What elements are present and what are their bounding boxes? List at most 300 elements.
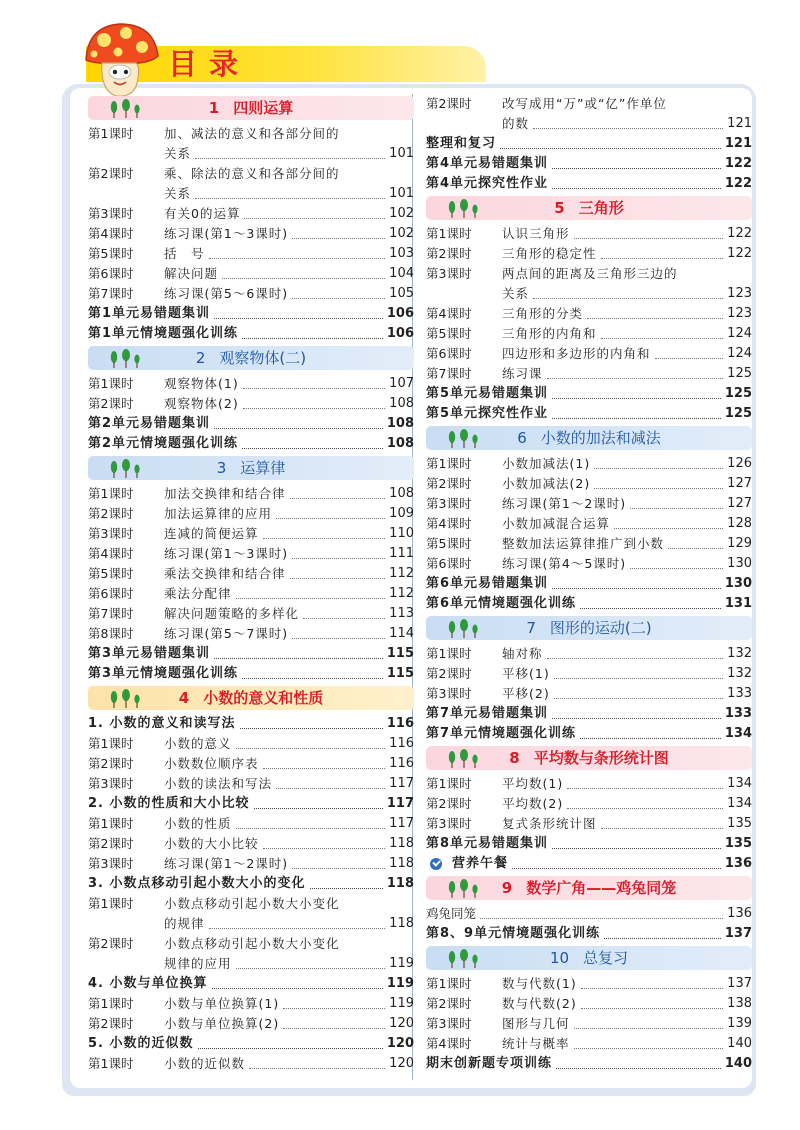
entry-body [426,134,752,154]
page-number: 134 [724,726,752,741]
unit-title: 图形的运动(二) [549,619,652,637]
lesson-label: 第2课时 [426,796,472,811]
page-number: 102 [389,206,414,221]
leader-dots [601,828,724,829]
entry-body [164,504,414,524]
entry-title: 小数数位顺序表 [164,756,259,771]
entry-body [164,774,414,794]
leader-dots [594,488,723,489]
page-number: 124 [727,346,752,361]
page-number: 131 [724,596,752,611]
entry-body [88,324,414,344]
entry-title: 乘法分配律 [164,586,232,601]
toc-entry [88,224,414,244]
toc-entry [88,544,414,564]
entry-body [164,1054,414,1074]
page-number: 136 [724,856,752,871]
leader-dots [533,298,723,299]
page-number: 121 [727,116,752,131]
entry-title: 数与代数(2) [502,996,577,1011]
page-number: 122 [724,156,752,171]
entry-title: 小数与单位换算(2) [164,1016,280,1031]
leader-dots [310,888,383,889]
page-number: 135 [727,816,752,831]
entry-title: 数与代数(1) [502,976,577,991]
toc-entry [88,124,414,164]
page-number: 125 [724,386,752,401]
page-number: 110 [389,526,414,541]
entry-title: 解决问题 [164,266,219,281]
unit-title: 总复习 [583,949,629,967]
entry-title-cont: 关系 [164,186,192,201]
leader-dots [552,418,721,419]
lesson-label: 第3课时 [426,686,472,701]
leader-dots [214,318,383,319]
entry-title: 练习课(第5～7课时) [164,626,289,641]
page-number: 111 [389,546,414,561]
entry-title: 平移(1) [502,666,550,681]
entry-body [88,664,414,684]
leader-dots [554,678,723,679]
page-number: 115 [386,666,414,681]
unit-title: 观察物体(二) [219,349,307,367]
lesson-label: 第3课时 [88,856,134,871]
leader-dots [263,538,386,539]
entry-title: 小数的大小比较 [164,836,259,851]
entry-title: 统计与概率 [502,1036,570,1051]
toc-entry [88,814,414,834]
page-number: 128 [727,516,752,531]
lesson-label: 第3课时 [88,206,134,221]
entry-title: 复式条形统计图 [502,816,597,831]
page-number: 105 [389,286,414,301]
entry-body [502,474,752,494]
entry-title: 4. 小数与单位换算 [88,976,208,991]
toc-entry [88,604,414,624]
page-number: 116 [389,736,414,751]
entry-body [164,284,414,304]
entry-title: 整理和复习 [426,136,497,151]
lesson-label: 第2课时 [88,1016,134,1031]
entry-title: 小数加减法(2) [502,476,591,491]
unit-number: 10 [549,949,570,967]
toc-entry [426,554,752,574]
leader-dots [292,638,385,639]
page-number: 102 [389,226,414,241]
entry-title: 观察物体(1) [164,376,239,391]
toc-entry [426,994,752,1014]
two-line-title [502,264,752,304]
toc-entry [88,774,414,794]
lesson-label: 第3课时 [426,816,472,831]
lesson-label: 第1课时 [88,896,134,911]
entry-title-line2 [164,954,414,974]
page-number: 120 [386,1036,414,1051]
lesson-label: 第6课时 [426,346,472,361]
leader-dots [236,598,386,599]
leader-dots [240,728,383,729]
toc-entry [426,364,752,384]
entry-title: 小数的性质 [164,816,232,831]
entry-body [502,974,752,994]
page-number: 119 [389,996,414,1011]
toc-entry [426,574,752,594]
lesson-label: 第2课时 [88,836,134,851]
entry-body [164,244,414,264]
page-number: 118 [389,916,414,931]
entry-body [164,544,414,564]
entry-body [426,724,752,744]
entry-body [502,794,752,814]
entry-title-cont: 规律的应用 [164,956,232,971]
entry-title: 第5单元探究性作业 [426,406,549,421]
page-number: 137 [727,976,752,991]
entry-title: 第7单元情境题强化训练 [426,726,577,741]
leader-dots [552,188,721,189]
entry-body [164,374,414,394]
entry-body [502,324,752,344]
entry-title: 5. 小数的近似数 [88,1036,194,1051]
toc-entry [88,504,414,524]
page-number: 119 [389,956,414,971]
lesson-label: 第3课时 [426,266,472,281]
entry-body [164,854,414,874]
toc-entry [426,904,752,924]
leader-dots [500,148,721,149]
leader-dots [195,198,385,199]
unit-header [426,746,752,770]
entry-body [426,594,752,614]
trees-icon [106,99,146,119]
entry-body [426,854,752,874]
leader-dots [290,498,386,499]
page-number: 123 [727,306,752,321]
entry-title: 四边形和多边形的内角和 [502,346,651,361]
entry-title: 三角形的内角和 [502,326,597,341]
toc-entry [426,224,752,244]
page-number: 130 [727,556,752,571]
two-line-title [164,894,414,934]
unit-header [426,876,752,900]
lesson-label: 第2课时 [426,476,472,491]
toc-entry [426,154,752,174]
leader-dots [283,1028,385,1029]
unit-number: 5 [554,199,565,217]
toc-entry [88,1054,414,1074]
entry-title: 有关0的运算 [164,206,241,221]
toc-entry [426,1014,752,1034]
lesson-label: 第7课时 [426,366,472,381]
entry-body [502,994,752,1014]
trees-icon [106,349,146,369]
leader-dots [242,338,383,339]
leader-dots [283,1008,385,1009]
page-number: 126 [727,456,752,471]
toc-entry [88,524,414,544]
entry-title: 鸡兔同笼 [426,906,477,921]
entry-title: 图形与几何 [502,1016,570,1031]
entry-title: 第4单元探究性作业 [426,176,549,191]
toc-entry [426,244,752,264]
entry-title-line2 [164,144,414,164]
two-line-title [164,124,414,164]
entry-body [88,874,414,894]
leader-dots [567,788,723,789]
unit-title: 四则运算 [233,99,294,117]
page-number: 134 [727,776,752,791]
entry-body [502,814,752,834]
lesson-label: 第7课时 [88,286,134,301]
page-number: 117 [389,776,414,791]
entry-title: 认识三角形 [502,226,570,241]
page-number: 136 [727,906,752,921]
mushroom-mascot-icon [80,20,162,100]
lesson-label: 第2课时 [88,506,134,521]
toc-entry [426,514,752,534]
entry-title: 小数加减混合运算 [502,516,611,531]
lesson-label: 第1课时 [88,736,134,751]
entry-title: 练习课(第5～6课时) [164,286,289,301]
entry-title-line2 [164,184,414,204]
entry-title: 期末创新题专项训练 [426,1056,553,1071]
entry-title: 练习课 [502,366,543,381]
lesson-label: 第5课时 [426,536,472,551]
entry-title: 第1单元易错题集训 [88,306,211,321]
entry-title: 2. 小数的性质和大小比较 [88,796,250,811]
entry-title: 练习课(第1～3课时) [164,226,289,241]
entry-body [502,364,752,384]
toc-entry [88,374,414,394]
page-number: 125 [724,406,752,421]
entry-body [164,814,414,834]
leader-dots [580,738,721,739]
leader-dots [242,448,383,449]
entry-body [502,244,752,264]
unit-header [426,196,752,220]
entry-title: 三角形的稳定性 [502,246,597,261]
leader-dots [236,748,386,749]
page-number: 107 [389,376,414,391]
toc-entry [88,304,414,324]
toc-entry [88,894,414,934]
entry-body [426,404,752,424]
page-number: 134 [727,796,752,811]
leader-dots [292,868,385,869]
toc-entry [88,264,414,284]
entry-body [164,834,414,854]
page-number: 120 [389,1056,414,1071]
page-number: 122 [727,226,752,241]
entry-body [164,604,414,624]
page-number: 108 [389,486,414,501]
entry-title: 第6单元易错题集训 [426,576,549,591]
toc-entry [88,754,414,774]
page-number: 140 [724,1056,752,1071]
trees-icon [106,689,146,709]
lesson-label: 第2课时 [88,936,134,951]
leader-dots [552,718,721,719]
toc-entry [426,724,752,744]
page-number: 119 [386,976,414,991]
entry-body [502,224,752,244]
page-number: 120 [389,1016,414,1031]
leader-dots [209,928,386,929]
page-number: 129 [727,536,752,551]
leader-dots [556,1068,721,1069]
page-number: 108 [386,436,414,451]
unit-header [426,426,752,450]
toc-entry [88,1014,414,1034]
page-title: 目录 [168,47,251,81]
entry-title: 平移(2) [502,686,550,701]
toc-entry [426,594,752,614]
toc-entry [426,494,752,514]
toc-entry [426,174,752,194]
lesson-label: 第5课时 [426,326,472,341]
entry-title: 三角形的分类 [502,306,584,321]
entry-body [164,224,414,244]
entry-title: 小数与单位换算(1) [164,996,280,1011]
toc-entry [88,974,414,994]
entry-title: 练习课(第4～5课时) [502,556,627,571]
page-number: 104 [389,266,414,281]
leader-dots [249,1068,385,1069]
page-number: 123 [727,286,752,301]
entry-body [502,494,752,514]
lesson-label: 第1课时 [88,996,134,1011]
lesson-label: 第1课时 [88,126,134,141]
toc-entry [88,244,414,264]
entry-body [426,574,752,594]
entry-body [426,384,752,404]
page-number: 135 [724,836,752,851]
leader-dots [547,658,724,659]
entry-title: 3. 小数点移动引起小数大小的变化 [88,876,306,891]
page-number: 122 [724,176,752,191]
unit-title: 三角形 [578,199,624,217]
lesson-label: 第1课时 [88,486,134,501]
page-number: 114 [389,626,414,641]
leader-dots [212,988,383,989]
page-number: 117 [389,816,414,831]
page-number: 116 [386,716,414,731]
entry-body [88,644,414,664]
leader-dots [222,278,385,279]
trees-icon [444,749,484,769]
unit-header [426,616,752,640]
leader-dots [574,1028,724,1029]
lesson-label: 第4课时 [426,306,472,321]
toc-entry [426,704,752,724]
unit-number: 8 [509,749,520,767]
toc-entry [426,644,752,664]
leader-dots [552,398,721,399]
lesson-label: 第2课时 [88,396,134,411]
leader-dots [292,558,385,559]
lesson-label: 第4课时 [88,226,134,241]
trees-icon [444,619,484,639]
page-number: 115 [386,646,414,661]
leader-dots [630,568,723,569]
toc-entry [88,584,414,604]
leader-dots [198,1048,383,1049]
lesson-label: 第5课时 [88,246,134,261]
unit-header [426,946,752,970]
toc-entry [88,794,414,814]
toc-entry [426,324,752,344]
unit-header [88,456,414,480]
page-number: 130 [724,576,752,591]
page-number: 118 [389,836,414,851]
entry-title: 解决问题策略的多样化 [164,606,300,621]
page-number: 133 [724,706,752,721]
entry-body [164,734,414,754]
check-badge-icon [430,858,442,870]
toc-entry [88,434,414,454]
leader-dots [554,698,723,699]
entry-title: 观察物体(2) [164,396,239,411]
page-number: 138 [727,996,752,1011]
leader-dots [236,968,386,969]
lesson-label: 第1课时 [426,226,472,241]
page-number: 132 [727,646,752,661]
entry-title: 第1单元情境题强化训练 [88,326,239,341]
entry-body [426,904,752,924]
entry-title-line2 [502,114,752,134]
entry-title: 整数加法运算律推广到小数 [502,536,665,551]
leader-dots [668,548,723,549]
page-number: 101 [389,186,414,201]
entry-title: 第5单元易错题集训 [426,386,549,401]
toc-entry [426,454,752,474]
toc-entry [88,284,414,304]
entry-body [426,174,752,194]
entry-body [502,1034,752,1054]
page-number: 122 [727,246,752,261]
entry-title: 1. 小数的意义和读写法 [88,716,236,731]
leader-dots [214,658,383,659]
leader-dots [209,258,386,259]
entry-body [164,564,414,584]
lesson-label: 第2课时 [88,166,134,181]
toc-entry [88,204,414,224]
unit-header [88,686,414,710]
toc-entry [88,874,414,894]
entry-title-cont: 关系 [502,286,530,301]
entry-body [502,304,752,324]
entry-body [164,264,414,284]
toc-entry [426,834,752,854]
leader-dots [533,128,723,129]
leader-dots [244,218,385,219]
toc-left-column [88,94,414,1074]
page-number: 140 [727,1036,752,1051]
leader-dots [604,938,721,939]
entry-title: 练习课(第1～2课时) [164,856,289,871]
entry-body [426,154,752,174]
entry-body [164,1014,414,1034]
entry-body [502,514,752,534]
toc-entry [88,734,414,754]
entry-body [502,684,752,704]
page-number: 121 [724,136,752,151]
lesson-label: 第8课时 [88,626,134,641]
entry-title: 小数加减法(1) [502,456,591,471]
toc-entry [426,1034,752,1054]
unit-header [88,96,414,120]
toc-entry [426,1054,752,1074]
lesson-label: 第3课时 [88,776,134,791]
